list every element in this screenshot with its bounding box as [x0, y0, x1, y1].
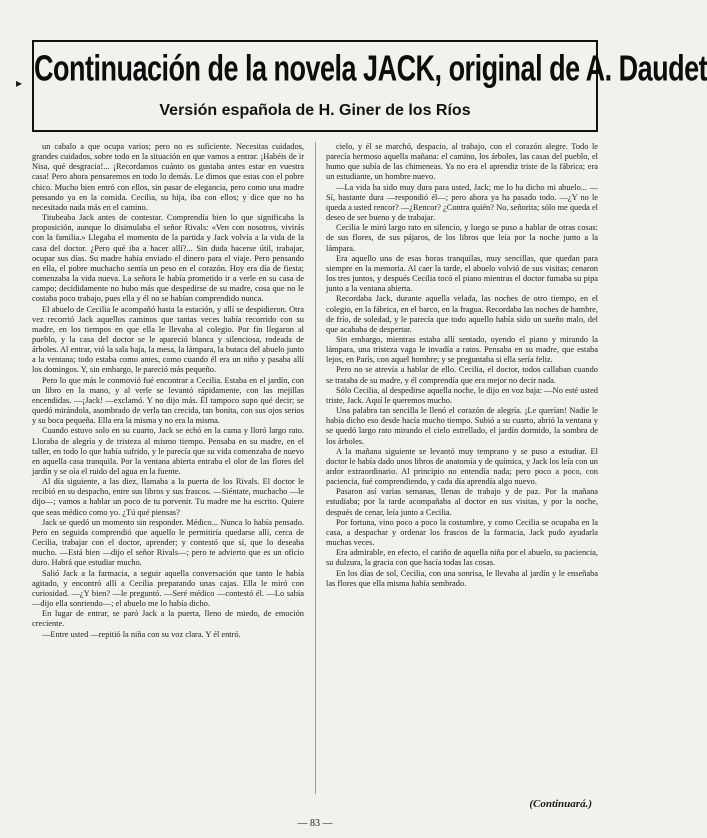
article-body [32, 142, 598, 794]
column-divider [315, 142, 316, 794]
paragraph: Al día siguiente, a las diez, llamaba a la puerta de los Rivals. El doctor le recibió en su despacho, entre sus libros y sus frascos. —Siéntate, muchacho —le dijo—; vamos a hablar un poco de tu porvenir. Tu madre me ha escrito. Quiere que seas médico como yo. ¿Tú qué piensas? [32, 477, 304, 517]
paragraph: En los días de sol, Cecilia, con una sonrisa, le llevaba al jardín y le enseñaba las flores que ella misma había sembrado. [326, 568, 598, 588]
paragraph: Era aquello una de esas horas tranquilas, muy sencillas, que quedan para siempre en la memoria. Al caer la tarde, el abuelo volvió de sus visitas; cenaron los tres juntos, y después Cecilia tocó el piano mientras el doctor fumaba su pipa junto a la ventana abierta. [326, 253, 598, 294]
paragraph: En lugar de entrar, se paró Jack a la puerta, lleno de miedo, de emoción creciente. [32, 609, 304, 629]
article-title: Continuación de la novela JACK, original de A. Daudet [34, 48, 707, 89]
paragraph: El abuelo de Cecilia le acompañó hasta la estación, y allí se despidieron. Otra vez recorrió Jack aquellos caminos que tantas veces había recorrido con su madre, en los tiempos en que ella le llevaba al colegio. Por fin llegaron al pueblo, y la casa del doctor se le apareció blanca y silenciosa, rodeada de árboles. Al entrar, vió la sala baja, la mesa, la lámpara, la butaca del abuelo junto a la ventana; todo estaba como antes, como cuando él era un niño y pasaba allí los domingos. Y, sin embargo, le pareció más pequeño. [32, 304, 304, 375]
paragraph: —Entre usted —repitió la niña con su voz clara. Y él entró. [42, 629, 241, 639]
newspaper-page [16, 18, 707, 830]
article-subtitle: Versión española de H. Giner de los Ríos [159, 102, 471, 119]
paragraph: Era admirable, en efecto, el cariño de aquella niña por el abuelo, su paciencia, su dulzura, la gracia con que hacía todas las cosas. [326, 548, 598, 568]
paragraph: Recordaba Jack, durante aquella velada, las noches de otro tiempo, en el colegio, en la fábrica, en el barco, en la fragua. Recordaba las noches de hambre, de frío, de soledad, y le parecía que todo aquello había sido un sueño malo, del que acababa de despertar. [326, 294, 598, 334]
paragraph: Cuando estuvo solo en su cuarto, Jack se echó en la cama y lloró largo rato. Lloraba de alegría y de tristeza al mismo tiempo. Pensaba en su madre, en el taller, en todo lo que había sufrido, y le parecía que su vida comenzaba de nuevo en aquella casa tranquila. Por la ventana abierta entraba el olor de las flores del jardín y se oía el ruido del agua en la fuente. [32, 426, 304, 476]
paragraph: Jack se quedó un momento sin responder. Médico... Nunca lo había pensado. Pero en seguida comprendió que aquello le permitiría quedarse allí, cerca de Cecilia, trabajar con el doctor, aprender; y contestó que sí, que lo deseaba mucho. —Está bien —dijo el señor Rivals—; pero te advierto que es un oficio duro. Habrá que estudiar mucho. [32, 517, 304, 568]
paragraph: cielo, y él se marchó, despacio, al trabajo, con el corazón alegre. Todo le parecía hermoso aquella mañana: el camino, los árboles, las casas del pueblo, el humo que subía de las chimeneas. Ya no era el aprendiz triste de la fábrica; era un estudiante, un hombre nuevo. [326, 142, 598, 182]
page-number: — 83 — [297, 818, 333, 829]
paragraph: Por fortuna, vino poco a poco la costumbre, y como Cecilia se ocupaba en la casa, a despachar y ordenar los frascos de la farmacia, Jack pudo ayudarla muchas veces. [326, 517, 598, 548]
continued-note: (Continuará.) [529, 798, 592, 810]
right-column [326, 142, 598, 794]
paragraph: Sólo Cecilia, al despedirse aquella noche, le dijo en voz baja: —No esté usted triste, Jack. Aquí le queremos mucho. [326, 385, 598, 405]
paragraph: A la mañana siguiente se levantó muy temprano y se puso a estudiar. El doctor le había dado unos libros de anatomía y de química, y Jack los leía con un ardor extraordinario. Al principio no entendía nada; pero poco a poco, con paciencia, fué comprendiendo, y cada día aprendía algo nuevo. [326, 446, 598, 487]
paragraph: Pero lo que más le conmovió fué encontrar a Cecilia. Estaba en el jardín, con un libro en la mano, y al verle se levantó rápidamente, con las mejillas encendidas. —¡Jack! —exclamó. Y no dijo más. Él tampoco supo qué decir; se quedó mirándola, asombrado de verla tan crecida, tan bonita, con sus ojos serios y su boca pequeña. Ella era la misma y no era la misma. [32, 375, 304, 426]
paragraph: —La vida ha sido muy dura para usted, Jack; me lo ha dicho mi abuelo... —Sí, bastante dura —respondió él—; pero ahora ya ha pasado todo. —¿Y no le queda a usted rencor? —¿Rencor? ¿Contra quién? No, señorita; sólo me queda el deseo de ser bueno y de trabajar. [326, 182, 598, 223]
paragraph: Salió Jack a la farmacia, a seguir aquella conversación que tanto le había agitado, y encontró allí a Cecilia preparando unas cajas. Ella le miró con curiosidad. —¿Y bien? —le preguntó. —Seré médico —contestó él. —Lo sabía —dijo ella sonriendo—; el abuelo me lo había dicho. [32, 568, 304, 609]
paragraph: Pasaron así varias semanas, llenas de trabajo y de paz. Por la mañana estudiaba; por la tarde acompañaba al doctor en sus visitas, y por la noche, después de cenar, leía junto a Cecilia. [326, 487, 598, 517]
paragraph: Cecilia le miró largo rato en silencio, y luego se puso a hablar de otras cosas: de sus flores, de sus pájaros, de los libros que leía por la noche junto a la lámpara. [326, 223, 598, 253]
paragraph: un cabalo a que ocupa varios; pero no es suficiente. Necesitas cuidados, grandes cuidados, sobre todo en la situación en que vamos a entrar. ¡Habéis de ir Nisa, qué desgracia!... ¡Recordamos cuánto os gustaba antes estar en vuestra casa! Pero ahora pensaremos en todo lo demás. Le dimos que estas con el pobre chico. Mucho bien entró con ellos, sin pasar de elegancia, pero como una madre pensando ya en la comida. Cecilia, su hija, iba con ellos; y dice que no ha necesitado nada más en el camino. [32, 142, 304, 212]
margin-marker: ▸ [16, 76, 23, 90]
paragraph: Sin embargo, mientras estaba allí sentado, oyendo el piano y mirando la lámpara, una tristeza vaga le invadía a ratos. Pensaba en su madre, que estaba lejos, en París, con aquel hombre; y se preguntaba si ella sería feliz. [326, 334, 598, 365]
paragraph: Una palabra tan sencilla le llenó el corazón de alegría. ¡Le querían! Nadie le había dicho eso desde hacía mucho tiempo. Subió a su cuarto, abrió la ventana y se quedó largo rato mirando el cielo estrellado, el jardín dormido, la sombra de los árboles. [326, 406, 598, 446]
paragraph: Titubeaba Jack antes de contestar. Comprendía bien lo que significaba la proposición, aunque lo disimulaba el señor Rivals: «Ven con nosotros, vivirás con la familia.» Llegaba el momento de la partida y Jack volvía a la vida de la casa del doctor. ¿Pero qué iba a hacer allí?... Sin duda hacerse útil, trabajar, ocupar sus días. Su madre había enviado el dinero para el viaje. Pero pensando en ella, el pobre muchacho sentía un peso en el corazón. Hoy era día de fiesta; comenzaba la vida nueva. La señora le había prometido ir a verle en su casa de campo; decididamente no hubo más que despedirse de su madre, cosa que no le costaba poco trabajo, pues ella y él no se habían comprendido nunca. [32, 213, 304, 304]
paragraph: Pero no se atrevía a hablar de ello. Cecilia, el doctor, todos callaban cuando se trataba de su madre, y él comprendía que era mejor no decir nada. [326, 365, 598, 385]
left-column [32, 142, 304, 794]
article-header [32, 40, 707, 132]
